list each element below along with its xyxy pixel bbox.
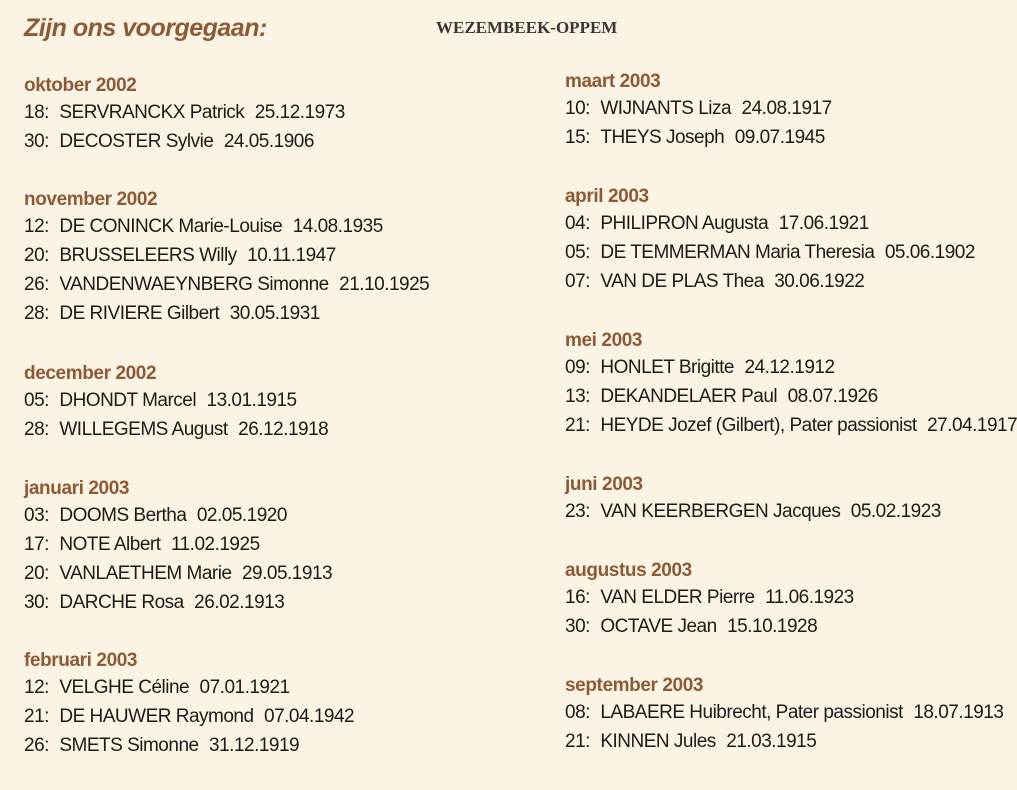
entry-birth-date: 26.02.1913 — [194, 592, 285, 613]
entry-day: 28: — [24, 419, 49, 440]
entry-name: PHILIPRON Augusta — [600, 213, 769, 234]
entry-name: DEKANDELAER Paul — [600, 386, 778, 407]
entry-name: DOOMS Bertha — [59, 505, 187, 526]
month-section — [565, 674, 1003, 756]
obituary-entry — [565, 497, 941, 526]
obituary-entry — [565, 238, 975, 267]
place-heading: WEZEMBEEK-OPPEM — [436, 18, 618, 37]
entry-day: 17: — [24, 534, 49, 555]
entry-birth-date: 27.04.1917 — [927, 415, 1017, 436]
entry-name: VAN KEERBERGEN Jacques — [600, 501, 841, 522]
month-section — [565, 559, 854, 641]
month-section — [565, 185, 975, 296]
entry-birth-date: 21.03.1915 — [726, 731, 817, 752]
obituary-entry — [565, 727, 1003, 756]
obituary-entry — [565, 698, 1003, 727]
entry-day: 10: — [565, 98, 590, 119]
entry-birth-date: 14.08.1935 — [292, 216, 383, 237]
entry-name: BRUSSELEERS Willy — [59, 245, 237, 266]
obituary-entry — [565, 94, 832, 123]
entry-day: 05: — [24, 390, 49, 411]
month-section — [24, 477, 332, 617]
entry-day: 21: — [565, 415, 590, 436]
entry-birth-date: 30.06.1922 — [774, 271, 865, 292]
entry-name: SERVRANCKX Patrick — [59, 102, 245, 123]
month-heading: maart 2003 — [565, 71, 661, 92]
entry-name: WILLEGEMS August — [59, 419, 228, 440]
obituary-entry — [565, 583, 854, 612]
entry-day: 05: — [565, 242, 590, 263]
entry-birth-date: 10.11.1947 — [247, 245, 336, 266]
entry-name: HEYDE Jozef (Gilbert), Pater passionist — [600, 415, 917, 436]
obituary-entry — [565, 353, 1017, 382]
entry-name: DE CONINCK Marie-Louise — [59, 216, 283, 237]
month-section — [565, 329, 1017, 440]
entry-birth-date: 31.12.1919 — [209, 735, 300, 756]
entry-birth-date: 21.10.1925 — [339, 274, 430, 295]
entry-day: 23: — [565, 501, 590, 522]
obituary-entry — [24, 530, 332, 559]
entry-birth-date: 02.05.1920 — [196, 505, 287, 526]
entry-birth-date: 11.02.1925 — [170, 534, 260, 555]
obituary-entry — [24, 559, 332, 588]
month-heading: januari 2003 — [24, 478, 130, 499]
obituary-entry — [565, 411, 1017, 440]
obituary-entry — [24, 673, 354, 702]
month-section — [565, 70, 832, 152]
entry-day: 21: — [565, 731, 590, 752]
entry-name: VANLAETHEM Marie — [59, 563, 232, 584]
entry-name: VELGHE Céline — [59, 677, 190, 698]
obituary-entry — [24, 731, 354, 760]
obituary-entry — [565, 612, 854, 641]
month-section — [24, 188, 429, 328]
entry-day: 04: — [565, 213, 590, 234]
entry-birth-date: 05.02.1923 — [850, 501, 941, 522]
entry-name: LABAERE Huibrecht, Pater passionist — [600, 702, 903, 723]
entry-name: WIJNANTS Liza — [600, 98, 732, 119]
obituary-entry — [565, 267, 975, 296]
entry-birth-date: 29.05.1913 — [241, 563, 333, 584]
obituary-entry — [24, 299, 429, 328]
obituary-entry — [24, 241, 429, 270]
entry-name: DARCHE Rosa — [59, 592, 184, 613]
entry-name: DE TEMMERMAN Maria Theresia — [600, 242, 875, 263]
entry-name: NOTE Albert — [59, 534, 161, 555]
entry-name: KINNEN Jules — [600, 731, 716, 752]
entry-day: 09: — [565, 357, 590, 378]
entry-day: 20: — [24, 245, 49, 266]
entry-day: 12: — [24, 216, 49, 237]
obituary-entry — [565, 123, 832, 152]
entry-name: VAN ELDER Pierre — [600, 587, 755, 608]
entry-day: 13: — [565, 386, 590, 407]
entry-birth-date: 24.05.1906 — [223, 131, 314, 152]
obituary-entry — [565, 382, 1017, 411]
month-heading: augustus 2003 — [565, 560, 692, 581]
entry-birth-date: 09.07.1945 — [734, 127, 825, 148]
obituary-entry — [24, 702, 354, 731]
month-section — [24, 74, 345, 156]
month-section — [565, 473, 941, 526]
entry-day: 16: — [565, 587, 590, 608]
entry-name: DECOSTER Sylvie — [59, 131, 214, 152]
month-heading: december 2002 — [24, 363, 157, 384]
obituary-entry — [24, 127, 345, 156]
month-heading: juni 2003 — [565, 474, 643, 495]
obituary-entry — [24, 588, 332, 617]
obituary-entry — [24, 212, 429, 241]
entry-day: 08: — [565, 702, 590, 723]
month-heading: april 2003 — [565, 186, 649, 207]
obituary-entry — [24, 415, 328, 444]
entry-day: 28: — [24, 303, 49, 324]
obituary-entry — [24, 386, 328, 415]
entry-day: 07: — [565, 271, 590, 292]
entry-birth-date: 08.07.1926 — [787, 386, 878, 407]
page-title: Zijn ons voorgegaan: — [24, 14, 267, 42]
entry-day: 21: — [24, 706, 49, 727]
entry-name: DE RIVIERE Gilbert — [59, 303, 220, 324]
entry-birth-date: 11.06.1923 — [765, 587, 854, 608]
entry-birth-date: 24.12.1912 — [744, 357, 835, 378]
month-heading: mei 2003 — [565, 330, 643, 351]
entry-birth-date: 25.12.1973 — [254, 102, 345, 123]
entry-day: 18: — [24, 102, 49, 123]
entry-name: OCTAVE Jean — [600, 616, 717, 637]
obituary-entry — [24, 98, 345, 127]
entry-day: 26: — [24, 274, 49, 295]
entry-birth-date: 24.08.1917 — [741, 98, 832, 119]
entry-birth-date: 30.05.1931 — [229, 303, 320, 324]
entry-day: 15: — [565, 127, 590, 148]
entry-birth-date: 18.07.1913 — [913, 702, 1004, 723]
entry-day: 30: — [565, 616, 590, 637]
month-section — [24, 649, 354, 760]
entry-birth-date: 13.01.1915 — [206, 390, 297, 411]
entry-name: VAN DE PLAS Thea — [600, 271, 764, 292]
month-heading: oktober 2002 — [24, 75, 137, 96]
entry-day: 03: — [24, 505, 49, 526]
entry-name: THEYS Joseph — [600, 127, 725, 148]
entry-name: HONLET Brigitte — [600, 357, 734, 378]
entry-birth-date: 07.01.1921 — [199, 677, 290, 698]
month-section — [24, 362, 328, 444]
entry-birth-date: 17.06.1921 — [778, 213, 869, 234]
entry-birth-date: 05.06.1902 — [884, 242, 975, 263]
entry-birth-date: 15.10.1928 — [727, 616, 818, 637]
month-heading: november 2002 — [24, 189, 158, 210]
entry-day: 30: — [24, 131, 49, 152]
entry-day: 30: — [24, 592, 49, 613]
entry-day: 12: — [24, 677, 49, 698]
obituary-entry — [24, 501, 332, 530]
entry-name: SMETS Simonne — [59, 735, 199, 756]
obituary-entry — [24, 270, 429, 299]
month-heading: september 2003 — [565, 675, 704, 696]
obituary-entry — [565, 209, 975, 238]
entry-name: VANDENWAEYNBERG Simonne — [59, 274, 329, 295]
entry-day: 26: — [24, 735, 49, 756]
entry-name: DHONDT Marcel — [59, 390, 197, 411]
month-heading: februari 2003 — [24, 650, 138, 671]
entry-birth-date: 26.12.1918 — [238, 419, 329, 440]
entry-day: 20: — [24, 563, 49, 584]
entry-birth-date: 07.04.1942 — [264, 706, 355, 727]
entry-name: DE HAUWER Raymond — [59, 706, 254, 727]
